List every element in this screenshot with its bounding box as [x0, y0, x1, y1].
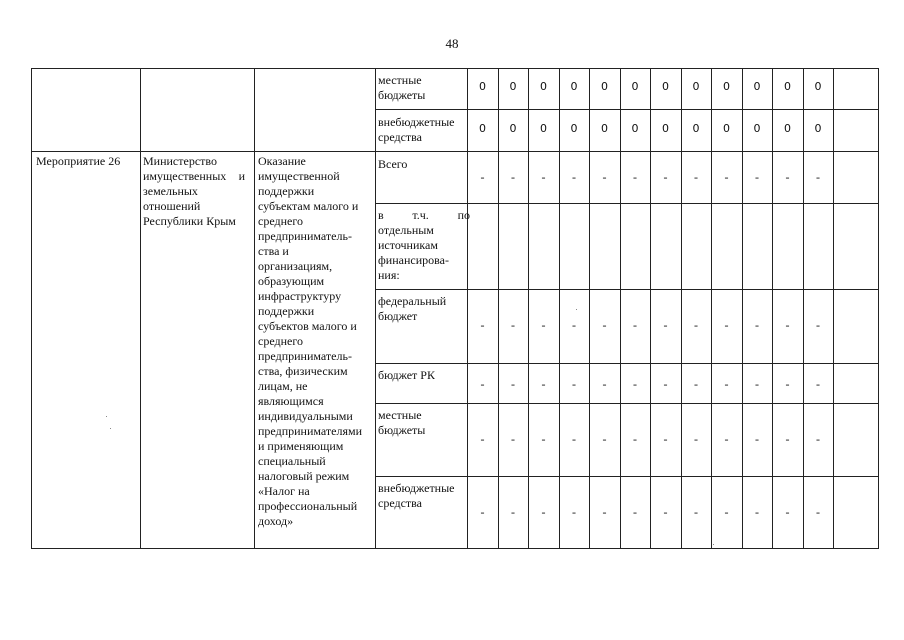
- funding-source-label: [378, 408, 470, 438]
- funding-value: 0: [479, 122, 486, 135]
- funding-value: -: [663, 377, 668, 391]
- description-line: ства и: [258, 244, 289, 258]
- funding-source-label: [378, 294, 470, 324]
- description-line: лицам, не: [258, 379, 308, 393]
- funding-value: -: [724, 318, 729, 332]
- description-line: субъектов малого и: [258, 319, 357, 333]
- funding-value: -: [694, 377, 698, 391]
- column-separator: [742, 68, 743, 548]
- funding-value: -: [724, 170, 729, 184]
- description-line: доход»: [258, 514, 294, 528]
- funding-value: 0: [570, 80, 578, 93]
- funding-value: -: [694, 170, 698, 184]
- funding-value: -: [694, 318, 698, 332]
- funding-value: -: [724, 377, 729, 391]
- funding-value: 0: [753, 122, 761, 135]
- description-line: инфраструктуру: [258, 289, 342, 303]
- org-line: Республики Крым: [143, 214, 236, 228]
- funding-value: -: [572, 505, 576, 519]
- funding-source-line: средства: [378, 496, 423, 510]
- funding-value: -: [511, 377, 515, 391]
- funding-value: -: [511, 505, 515, 519]
- funding-value: -: [511, 432, 515, 446]
- funding-value: 0: [631, 122, 639, 135]
- org-line: Министерство: [143, 154, 217, 168]
- funding-value: 0: [814, 122, 822, 135]
- funding-value: -: [816, 505, 820, 519]
- description-line: Оказание: [258, 154, 306, 168]
- scan-speck: [106, 416, 107, 417]
- description-line: имущественной: [258, 169, 340, 183]
- funding-value: -: [785, 318, 790, 332]
- funding-value: -: [541, 505, 546, 519]
- funding-value: -: [511, 318, 515, 332]
- scan-speck: [576, 309, 577, 310]
- funding-value: -: [541, 377, 546, 391]
- table-border: [31, 68, 32, 548]
- funding-value: -: [816, 170, 820, 184]
- funding-value: -: [602, 505, 607, 519]
- funding-value: -: [480, 505, 485, 519]
- funding-value: -: [785, 505, 790, 519]
- funding-value: 0: [753, 80, 761, 93]
- funding-value: -: [572, 432, 576, 446]
- funding-source-line: ния:: [378, 268, 400, 282]
- funding-value: -: [724, 432, 729, 446]
- description-line: профессиональный: [258, 499, 358, 513]
- funding-source-line: источникам: [378, 238, 438, 252]
- description-line: поддержки: [258, 184, 315, 198]
- funding-value: -: [633, 318, 637, 332]
- description-line: предприниматель-: [258, 349, 352, 363]
- description-line: специальный: [258, 454, 326, 468]
- funding-source-label: [378, 157, 470, 172]
- funding-value: -: [755, 432, 759, 446]
- description-line: среднего: [258, 214, 303, 228]
- funding-value: -: [602, 377, 607, 391]
- funding-source-line: местные: [378, 408, 422, 422]
- funding-value: 0: [601, 122, 608, 135]
- column-separator: [803, 68, 804, 548]
- row-separator: [31, 151, 878, 152]
- funding-value: -: [480, 170, 485, 184]
- funding-value: -: [633, 432, 637, 446]
- org-line: земельных: [143, 184, 198, 198]
- funding-value: -: [541, 432, 546, 446]
- funding-value: -: [572, 377, 576, 391]
- funding-value: -: [633, 170, 637, 184]
- funding-value: 0: [662, 122, 669, 135]
- column-separator: [681, 68, 682, 548]
- column-separator: [559, 68, 560, 548]
- funding-value: 0: [509, 122, 517, 135]
- funding-value: 0: [692, 80, 700, 93]
- funding-value: -: [785, 377, 790, 391]
- funding-value: 0: [631, 80, 639, 93]
- funding-value: 0: [692, 122, 700, 135]
- funding-value: 0: [479, 80, 486, 93]
- funding-value: -: [785, 170, 790, 184]
- column-separator: [650, 68, 651, 548]
- description-line: организациям,: [258, 259, 333, 273]
- budget-table: [31, 68, 878, 548]
- funding-value: -: [663, 505, 668, 519]
- funding-value: 0: [509, 80, 517, 93]
- column-separator: [589, 68, 590, 548]
- description-line: предпринимателями: [258, 424, 363, 438]
- funding-value: -: [755, 170, 759, 184]
- page-number: 48: [445, 36, 459, 51]
- funding-value: -: [511, 170, 515, 184]
- funding-value: 0: [784, 80, 791, 93]
- column-separator: [833, 68, 834, 548]
- funding-value: -: [572, 170, 576, 184]
- funding-source-label: [378, 73, 470, 103]
- funding-value: -: [663, 432, 668, 446]
- funding-source-line: Всего: [378, 157, 408, 171]
- description-line: поддержки: [258, 304, 315, 318]
- funding-source-line: отдельным: [378, 223, 434, 237]
- funding-source-label: [378, 208, 470, 283]
- description-line: образующим: [258, 274, 325, 288]
- funding-source-line: бюджет РК: [378, 368, 435, 382]
- funding-source-line: внебюджетные: [378, 115, 455, 129]
- funding-value: -: [694, 432, 698, 446]
- org-line-justified: [143, 169, 245, 184]
- funding-value: -: [785, 432, 790, 446]
- funding-value: 0: [784, 122, 791, 135]
- funding-value: 0: [662, 80, 669, 93]
- funding-value: -: [602, 432, 607, 446]
- funding-source-label: [378, 481, 470, 511]
- column-separator: [498, 68, 499, 548]
- funding-value: 0: [540, 80, 547, 93]
- funding-value: 0: [723, 122, 730, 135]
- description-line: ства, физическим: [258, 364, 348, 378]
- funding-value: -: [724, 505, 729, 519]
- funding-value: -: [816, 432, 820, 446]
- description-line: являющимся: [258, 394, 324, 408]
- description-line: и применяющим: [258, 439, 344, 453]
- funding-value: -: [694, 505, 698, 519]
- funding-source-line: финансирова-: [378, 253, 449, 267]
- funding-source-line: внебюджетные: [378, 481, 455, 495]
- funding-source-line: [378, 208, 470, 223]
- funding-source-line: бюджеты: [378, 88, 426, 102]
- responsible-organization: [143, 154, 245, 229]
- table-border: [31, 68, 878, 69]
- scan-speck: [110, 428, 111, 429]
- funding-value: -: [541, 318, 546, 332]
- funding-value: -: [633, 505, 637, 519]
- funding-value: -: [816, 377, 820, 391]
- funding-value: -: [755, 377, 759, 391]
- funding-source-label: [378, 368, 470, 383]
- funding-value: -: [572, 318, 576, 332]
- funding-value: -: [663, 318, 668, 332]
- description-line: субъектам малого и: [258, 199, 359, 213]
- funding-value: -: [755, 505, 759, 519]
- funding-source-line: федеральный: [378, 294, 447, 308]
- org-line: отношений: [143, 199, 201, 213]
- funding-source-word: в: [378, 208, 384, 222]
- description-line: предприниматель-: [258, 229, 352, 243]
- measure-name: Мероприятие 26: [36, 154, 121, 168]
- funding-source-line: местные: [378, 73, 422, 87]
- funding-value: 0: [601, 80, 608, 93]
- org-word: имущественных: [143, 169, 227, 183]
- column-separator: [711, 68, 712, 548]
- funding-source-label: [378, 115, 470, 145]
- funding-value: -: [480, 318, 485, 332]
- funding-value: -: [755, 318, 759, 332]
- column-separator: [528, 68, 529, 548]
- measure-description: [258, 154, 376, 529]
- funding-value: -: [602, 318, 607, 332]
- funding-source-word: т.ч.: [412, 208, 429, 222]
- funding-value: -: [480, 377, 485, 391]
- description-line: среднего: [258, 334, 303, 348]
- funding-source-word: по: [457, 208, 470, 222]
- column-separator: [140, 68, 141, 548]
- funding-value: -: [816, 318, 820, 332]
- funding-value: 0: [570, 122, 578, 135]
- column-separator: [620, 68, 621, 548]
- funding-value: 0: [814, 80, 822, 93]
- funding-value: -: [633, 377, 637, 391]
- scan-speck: [713, 544, 714, 545]
- description-line: «Налог на: [258, 484, 310, 498]
- funding-source-line: бюджеты: [378, 423, 426, 437]
- column-separator: [772, 68, 773, 548]
- description-line: индивидуальными: [258, 409, 353, 423]
- funding-value: -: [663, 170, 668, 184]
- funding-source-line: бюджет: [378, 309, 418, 323]
- funding-source-line: средства: [378, 130, 423, 144]
- funding-value: -: [480, 432, 485, 446]
- funding-value: -: [602, 170, 607, 184]
- funding-value: -: [541, 170, 546, 184]
- funding-value: 0: [540, 122, 547, 135]
- org-word: и: [238, 169, 245, 183]
- table-border: [31, 548, 879, 549]
- column-separator: [254, 68, 255, 548]
- funding-value: 0: [723, 80, 730, 93]
- description-line: налоговый режим: [258, 469, 350, 483]
- table-border: [878, 68, 879, 548]
